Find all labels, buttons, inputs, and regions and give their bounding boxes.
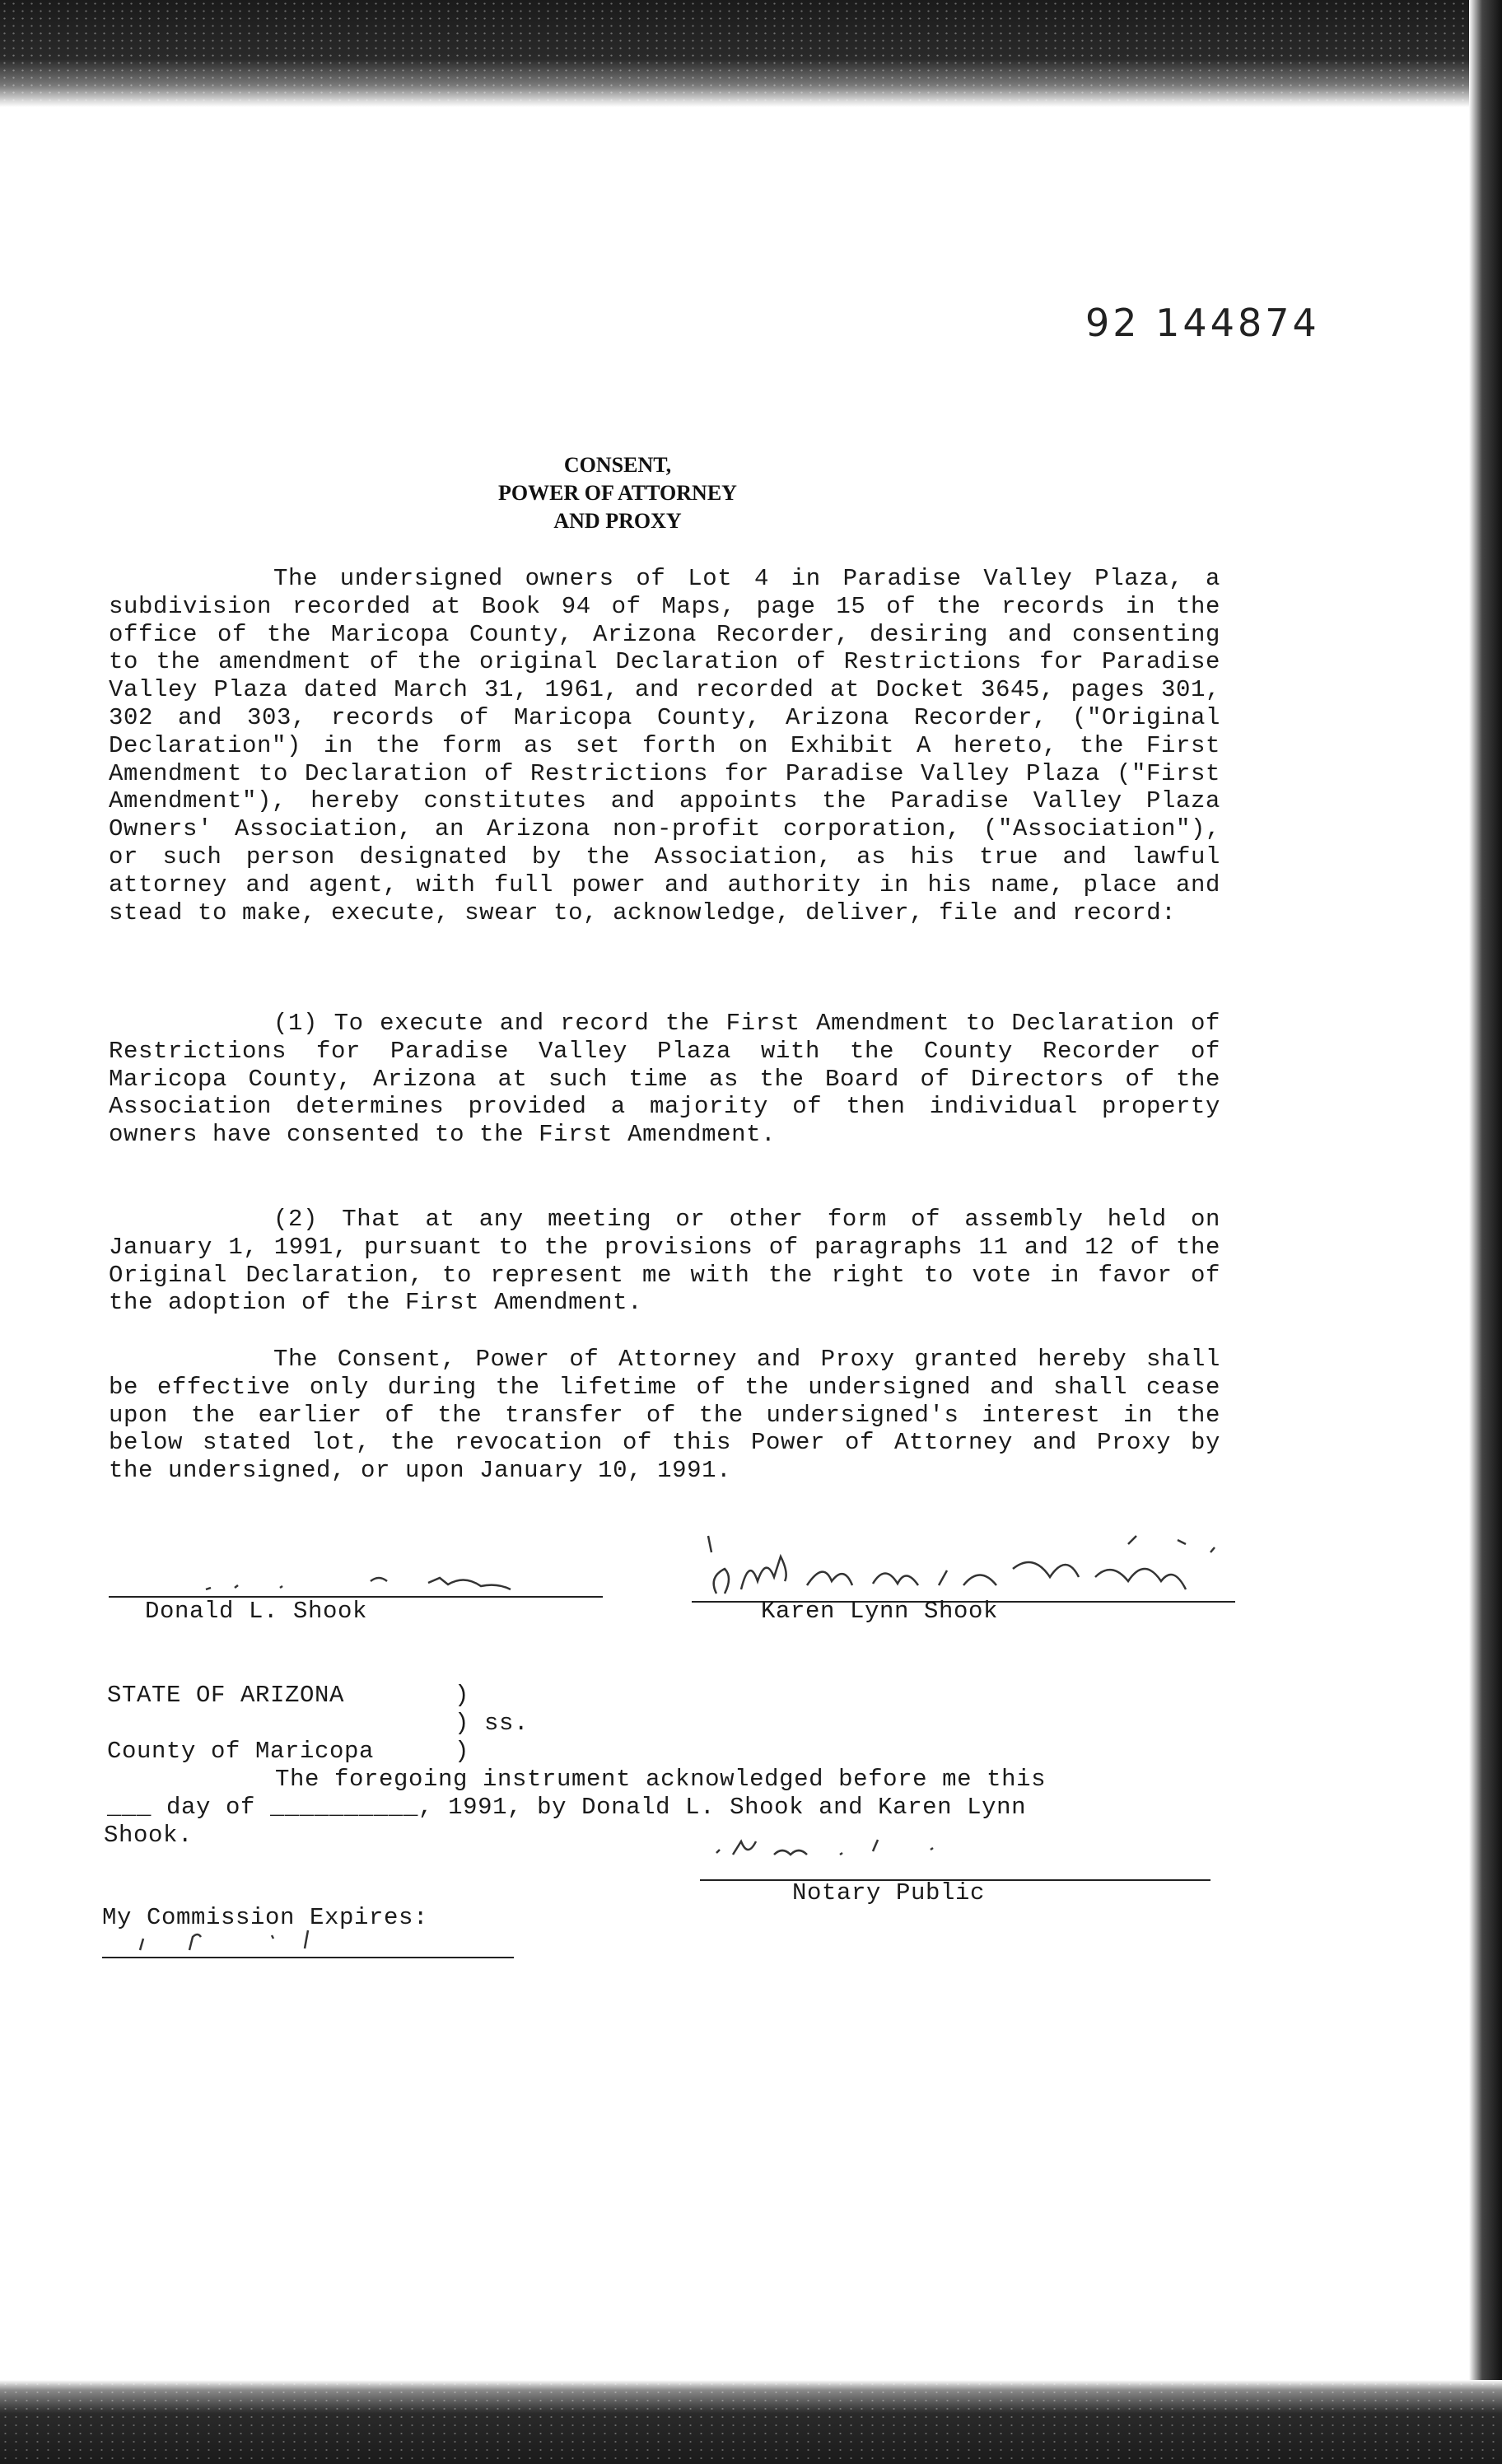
scan-border-bottom [0,2380,1502,2464]
acknowledgment-line-1: The foregoing instrument acknowledged before me this [275,1766,1047,1793]
scan-border-top [0,0,1502,107]
county-line: County of Maricopa [107,1738,375,1765]
signature-name-left: Donald L. Shook [145,1598,368,1625]
document-title [461,451,774,535]
title-line-3: AND PROXY [553,509,682,533]
notary-signature-scribble [700,1827,1079,1868]
paragraph-duration: The Consent, Power of Attorney and Proxy granted hereby shall be effective only during the lifetime of the undersigned and shall cease upon the earlier of the transfer of the undersigned's interest in the below stated lot, the revocation of this Power of Attorney and Proxy by the undersigned, or upon January 10, 1991. [109,1346,1220,1485]
paragraph-appointment: The undersigned owners of Lot 4 in Paradise Valley Plaza, a subdivision recorded at Book 94 of Maps, page 15 of the records in the office of the Maricopa County, Arizona Recorder, desiring and consenting to the amendment of the original Declaration of Restrictions for Paradise Valley Plaza dated March 31, 1961, and recorded at Docket 3645, pages 301, 302 and 303, records of Maricopa County, Arizona Recorder, ("Original Declaration") in the form as set forth on Exhibit A hereto, the First Amendment to Declaration of Restrictions for Paradise Valley Plaza ("First Amendment"), hereby constitutes and appoints the Paradise Valley Plaza Owners' Association, an Arizona non-profit corporation, ("Association"), or such person designated by the Association, as his true and lawful attorney and agent, with full power and authority in his name, place and stead to make, execute, swear to, acknowledge, deliver, file and record: [109,565,1220,926]
acknowledgment-line-3: Shook. [104,1822,194,1849]
title-line-1: CONSENT, [563,453,672,477]
state-line: STATE OF ARIZONA [107,1682,345,1709]
commission-date-scribble [124,1919,354,1960]
paragraph-item-1: (1) To execute and record the First Amendment to Declaration of Restrictions for Paradise Valley Plaza with the County Recorder of Maricopa County, Arizona at such time as the Board of Directors of the Association determines provided a majority of then individual property owners have consented to the First Amendment. [109,1010,1220,1149]
scan-border-right [1469,0,1502,2464]
ss-line: ) ss. [455,1710,529,1737]
notary-public-label: Notary Public [792,1879,986,1906]
commission-expires-label: My Commission Expires: [102,1904,429,1931]
paragraph-item-2: (2) That at any meeting or other form of assembly held on January 1, 1991, pursuant to the provisions of paragraphs 11 and 12 of the Original Declaration, to represent me with the right to vote in favor of the adoption of the First Amendment. [109,1206,1220,1317]
county-bracket: ) [455,1738,470,1765]
commission-date-line [102,1957,514,1958]
state-bracket: ) [455,1682,470,1709]
title-line-2: POWER OF ATTORNEY [498,481,737,505]
acknowledgment-line-2: ___ day of __________, 1991, by Donald L. Shook and Karen Lynn [107,1794,1027,1821]
signature-name-right: Karen Lynn Shook [761,1598,999,1625]
recording-number: 92 144874 [1085,301,1320,345]
